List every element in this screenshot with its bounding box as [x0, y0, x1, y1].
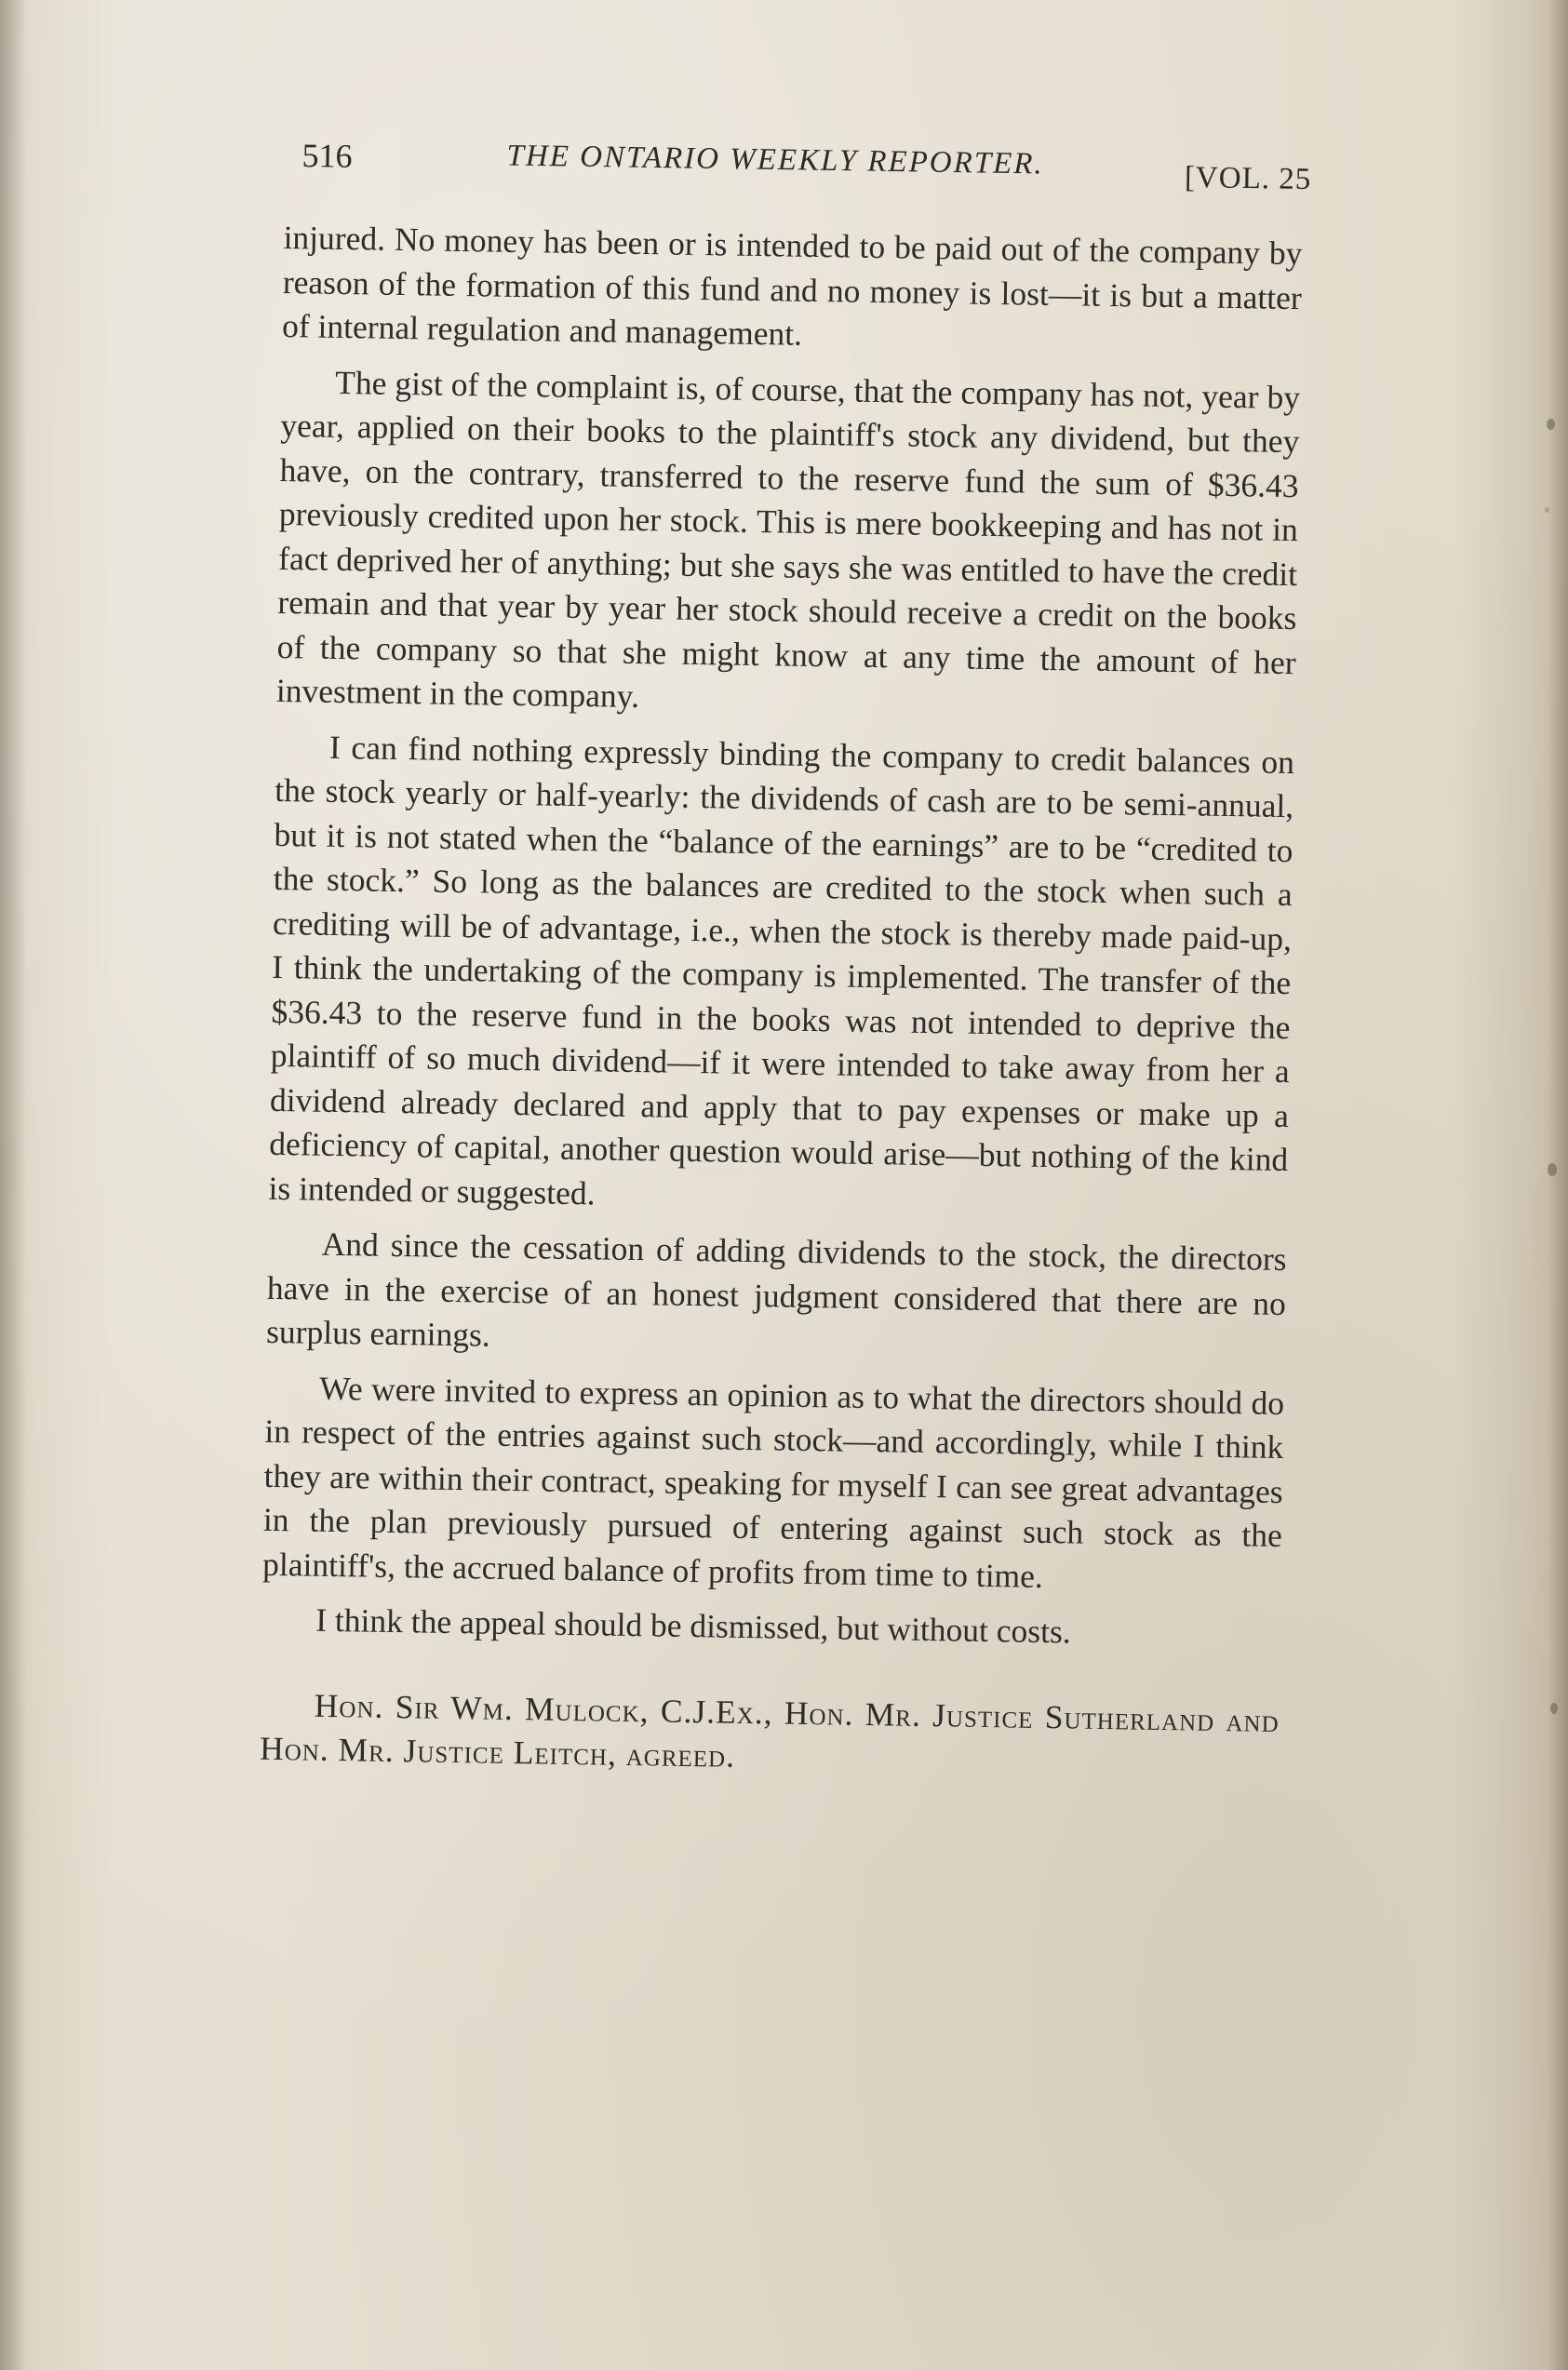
- concurrence-note: Hon. Sir Wm. Mulock, C.J.Ex., Hon. Mr. Justice Sutherland and Hon. Mr. Justice Leitch, agreed.: [259, 1686, 1280, 1774]
- paragraph: I can find nothing expressly binding the company to credit balances on the stock yearly or half-yearly: the dividends of cash are to be semi-annual, but it is not stated when the “balance of the earnings” are to be “credited to the stock.” So long as the balances are credited to the stock when such a crediting will be of advantage, i.e., when the stock is thereby made paid-up, I think the undertaking of the company is implemented. The transfer of the $36.43 to the reserve fund in the books was not intended to deprive the plaintiff of so much dividend—if it were intended to take away from her a dividend already declared and apply that to pay expenses or make up a deficiency of capital, another question would arise—but nothing of the kind is intended or suggested.: [268, 728, 1295, 1212]
- paragraph: The gist of the complaint is, of course, that the company has not, year by year, applied on their books to the plaintiff's stock any dividend, but they have, on the contrary, transferred to the reserve fund the sum of $36.43 previously credited upon her stock. This is mere bookkeeping and has not in fact deprived her of anything; but she says she was entitled to have the credit remain and that year by year her stock should receive a credit on the books of the company so that she might know at any time the amount of her investment in the company.: [275, 363, 1301, 716]
- journal-title: THE ONTARIO WEEKLY REPORTER.: [506, 139, 1044, 181]
- paragraph: And since the cessation of adding dividends to the stock, the directors have in the exercise of an honest judgment considered that there are no surplus earnings.: [265, 1225, 1287, 1354]
- paper-speck: [1548, 1163, 1557, 1176]
- page-edge-shadow: [1548, 0, 1568, 2370]
- paper-speck: [1547, 419, 1555, 430]
- running-header: [302, 128, 1312, 200]
- volume-label: [VOL. 25: [1184, 160, 1312, 197]
- body-text: [260, 216, 1303, 1798]
- paragraph: We were invited to express an opinion as to what the directors should do in respect of the entries against such stock—and accordingly, while I think they are within their contract, speaking for myself I can see great advantages in the plan previously pursued of entering against such stock as the plaintiff's, the accrued balance of profits from time to time.: [261, 1369, 1285, 1595]
- spine-shadow: [0, 0, 26, 2370]
- page-number: 516: [302, 136, 353, 175]
- paragraph: I think the appeal should be dismissed, but without costs.: [315, 1600, 1072, 1651]
- paper-speck: [1545, 507, 1549, 513]
- paper-speck: [1550, 1703, 1558, 1714]
- paragraph-continuation: injured. No money has been or is intended to be paid out of the company by reason of the formation of this fund and no money is lost—it is but a matter of internal regulation and management.: [281, 218, 1303, 353]
